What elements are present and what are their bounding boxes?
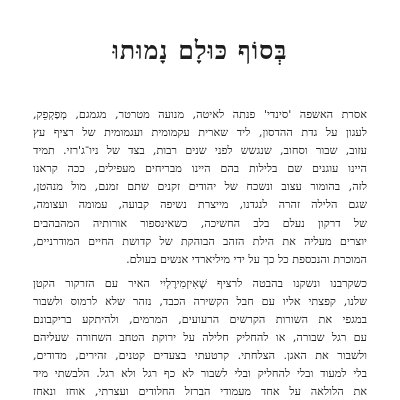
text-line: לעגון על גדת ההדסון, ליד שארית עקמומית ועגמומית של רציף עץ (33, 126, 367, 140)
text-line: אסרת האשפה 'סינדי' פנתה לאיטה, מנועה מטרטר, מגמגם, מְפַקְפֵק, (33, 108, 367, 121)
text-line: של דרקון נעלם בלב החשיכה, כשאינספור אורותיה המהבהבים (33, 216, 367, 230)
text-line: יוצרים מעליה את הילת הזהב הבוהקת של קדושת החיים המודרניים, (33, 234, 367, 248)
text-line: המוכרת והנכספת כל כך על ידי מיליארדי אנשים בעולם. (126, 252, 367, 266)
text-line: את הלולאה על אחד מעמודי הברזל החלודים ועצרתי, אוחז ונאחז (33, 385, 367, 399)
text-line: בלי למעוד ובלי להחליק ובלי לשבור לא כף רגל ולא רגל. הלבשתי מיד (33, 367, 367, 381)
text-line: היינו עוגנים שם בלילות בהם היינו מבריחים מעפילים, ככה קראנו (33, 162, 367, 176)
text-line: עם רגל שבורה, או להחליק חלילה על ירוקת הטחב השחורה שעליהם (33, 331, 367, 345)
text-line: כשקרבנו ונשקנו בהבטה לרציף שֶׁאִיזְמִירֶלְיִי האיר עם הזרקור הקטן (33, 276, 367, 290)
text-line: לזה, בהומור עצוב ונשכח של יהודים זקנים שתם זמנם, מול מנהטן, (33, 180, 367, 194)
text-line: עזוב, שבור וסחוב, שנגשש לפני שנים רבות, בצד של ניו־ג'רזי. תמיד (33, 144, 367, 158)
text-line: ולשבור את האגן. הצלחתי. קרטעתי בצעדים קטנים, זהירים, מדודים, (33, 349, 367, 363)
paragraph-1 (33, 106, 367, 269)
body-text (33, 106, 367, 400)
text-line: שלנו, קפצתי אליו עם חבל הקשירה הכבד, נזהר שלא לרמוס ולשבור (33, 294, 367, 308)
page-title: בְּסוֹף כּוּלָם נָמוּתוּ (112, 36, 288, 65)
text-line: שגם הלילה זהרה לנגדנו, מייצרת נשיפה קבועה, עמומה ועצומה, (33, 198, 367, 212)
paragraph-2 (33, 275, 367, 400)
text-line: במגפי את השורות הקרשים הרעועים, המרמים, ולהיתקע בריקבונם (33, 313, 367, 327)
